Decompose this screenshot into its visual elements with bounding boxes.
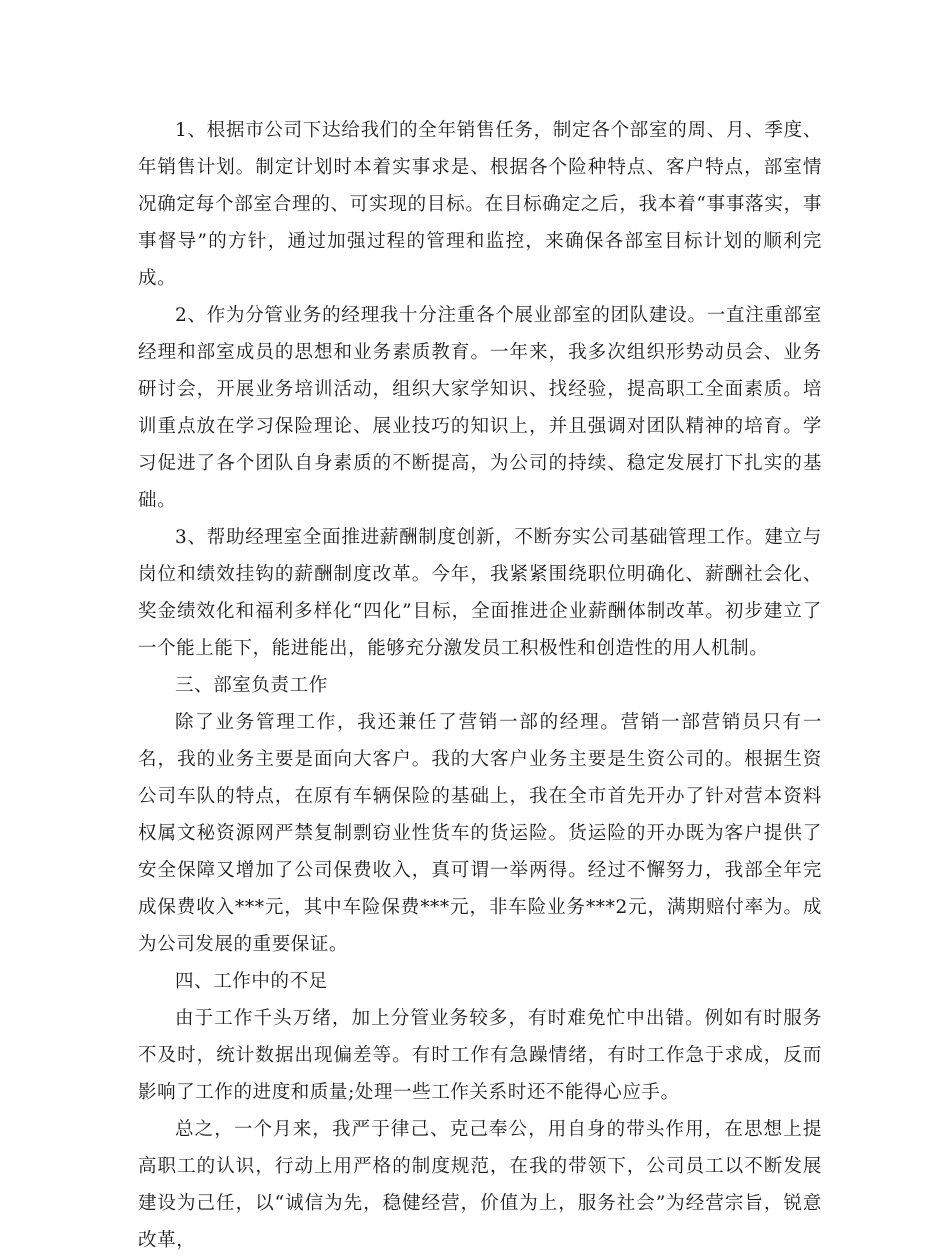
paragraph-summary: 总之，一个月来，我严于律己、克己奉公，用自身的带头作用，在思想上提高职工的认识，行动上用严格的制度规范，在我的带领下，公司员工以不断发展建设为己任，以“诚信为先，稳健经营，价值为上，服务社会”为经营宗旨，锐意改革，	[138, 1119, 822, 1251]
paragraph-shortcomings: 由于工作千头万绪，加上分管业务较多，有时难免忙中出错。例如有时服务不及时，统计数据出现偏差等。有时工作有急躁情绪，有时工作急于求成，反而影响了工作的进度和质量;处理一些工作关系时还不能得心应手。	[138, 1008, 822, 1103]
section-heading-shortcomings: 四、工作中的不足	[175, 971, 328, 992]
paragraph-salary-reform: 3、帮助经理室全面推进薪酬制度创新，不断夯实公司基础管理工作。建立与岗位和绩效挂钩的薪酬制度改革。今年，我紧紧围绕职位明确化、薪酬社会化、奖金绩效化和福利多样化“四化”目标，全面推进企业薪酬体制改革。初步建立了一个能上能下，能进能出，能够充分激发员工积极性和创造性的用人机制。	[138, 527, 822, 659]
paragraph-sales-plan: 1、根据市公司下达给我们的全年销售任务，制定各个部室的周、月、季度、年销售计划。制定计划时本着实事求是、根据各个险种特点、客户特点，部室情况确定每个部室合理的、可实现的目标。在目标确定之后，我本着“事事落实，事事督导”的方针，通过加强过程的管理和监控，来确保各部室目标计划的顺利完成。	[138, 120, 822, 289]
paragraph-department-work: 除了业务管理工作，我还兼任了营销一部的经理。营销一部营销员只有一名，我的业务主要是面向大客户。我的大客户业务主要是生资公司的。根据生资公司车队的特点，在原有车辆保险的基础上，我在全市首先开办了针对营本资料权属文秘资源网严禁复制剽窃业性货车的货运险。货运险的开办既为客户提供了安全保障又增加了公司保费收入，真可谓一举两得。经过不懈努力，我部全年完成保费收入***元，其中车险保费***元，非车险业务***2元，满期赔付率为。成为公司发展的重要保证。	[138, 712, 822, 955]
paragraph-team-building: 2、作为分管业务的经理我十分注重各个展业部室的团队建设。一直注重部室经理和部室成员的思想和业务素质教育。一年来，我多次组织形势动员会、业务研讨会，开展业务培训活动，组织大家学知识、找经验，提高职工全面素质。培训重点放在学习保险理论、展业技巧的知识上，并且强调对团队精神的培育。学习促进了各个团队自身素质的不断提高，为公司的持续、稳定发展打下扎实的基础。	[138, 305, 822, 511]
document-body	[138, 112, 822, 1259]
section-heading-department-work: 三、部室负责工作	[175, 675, 328, 696]
